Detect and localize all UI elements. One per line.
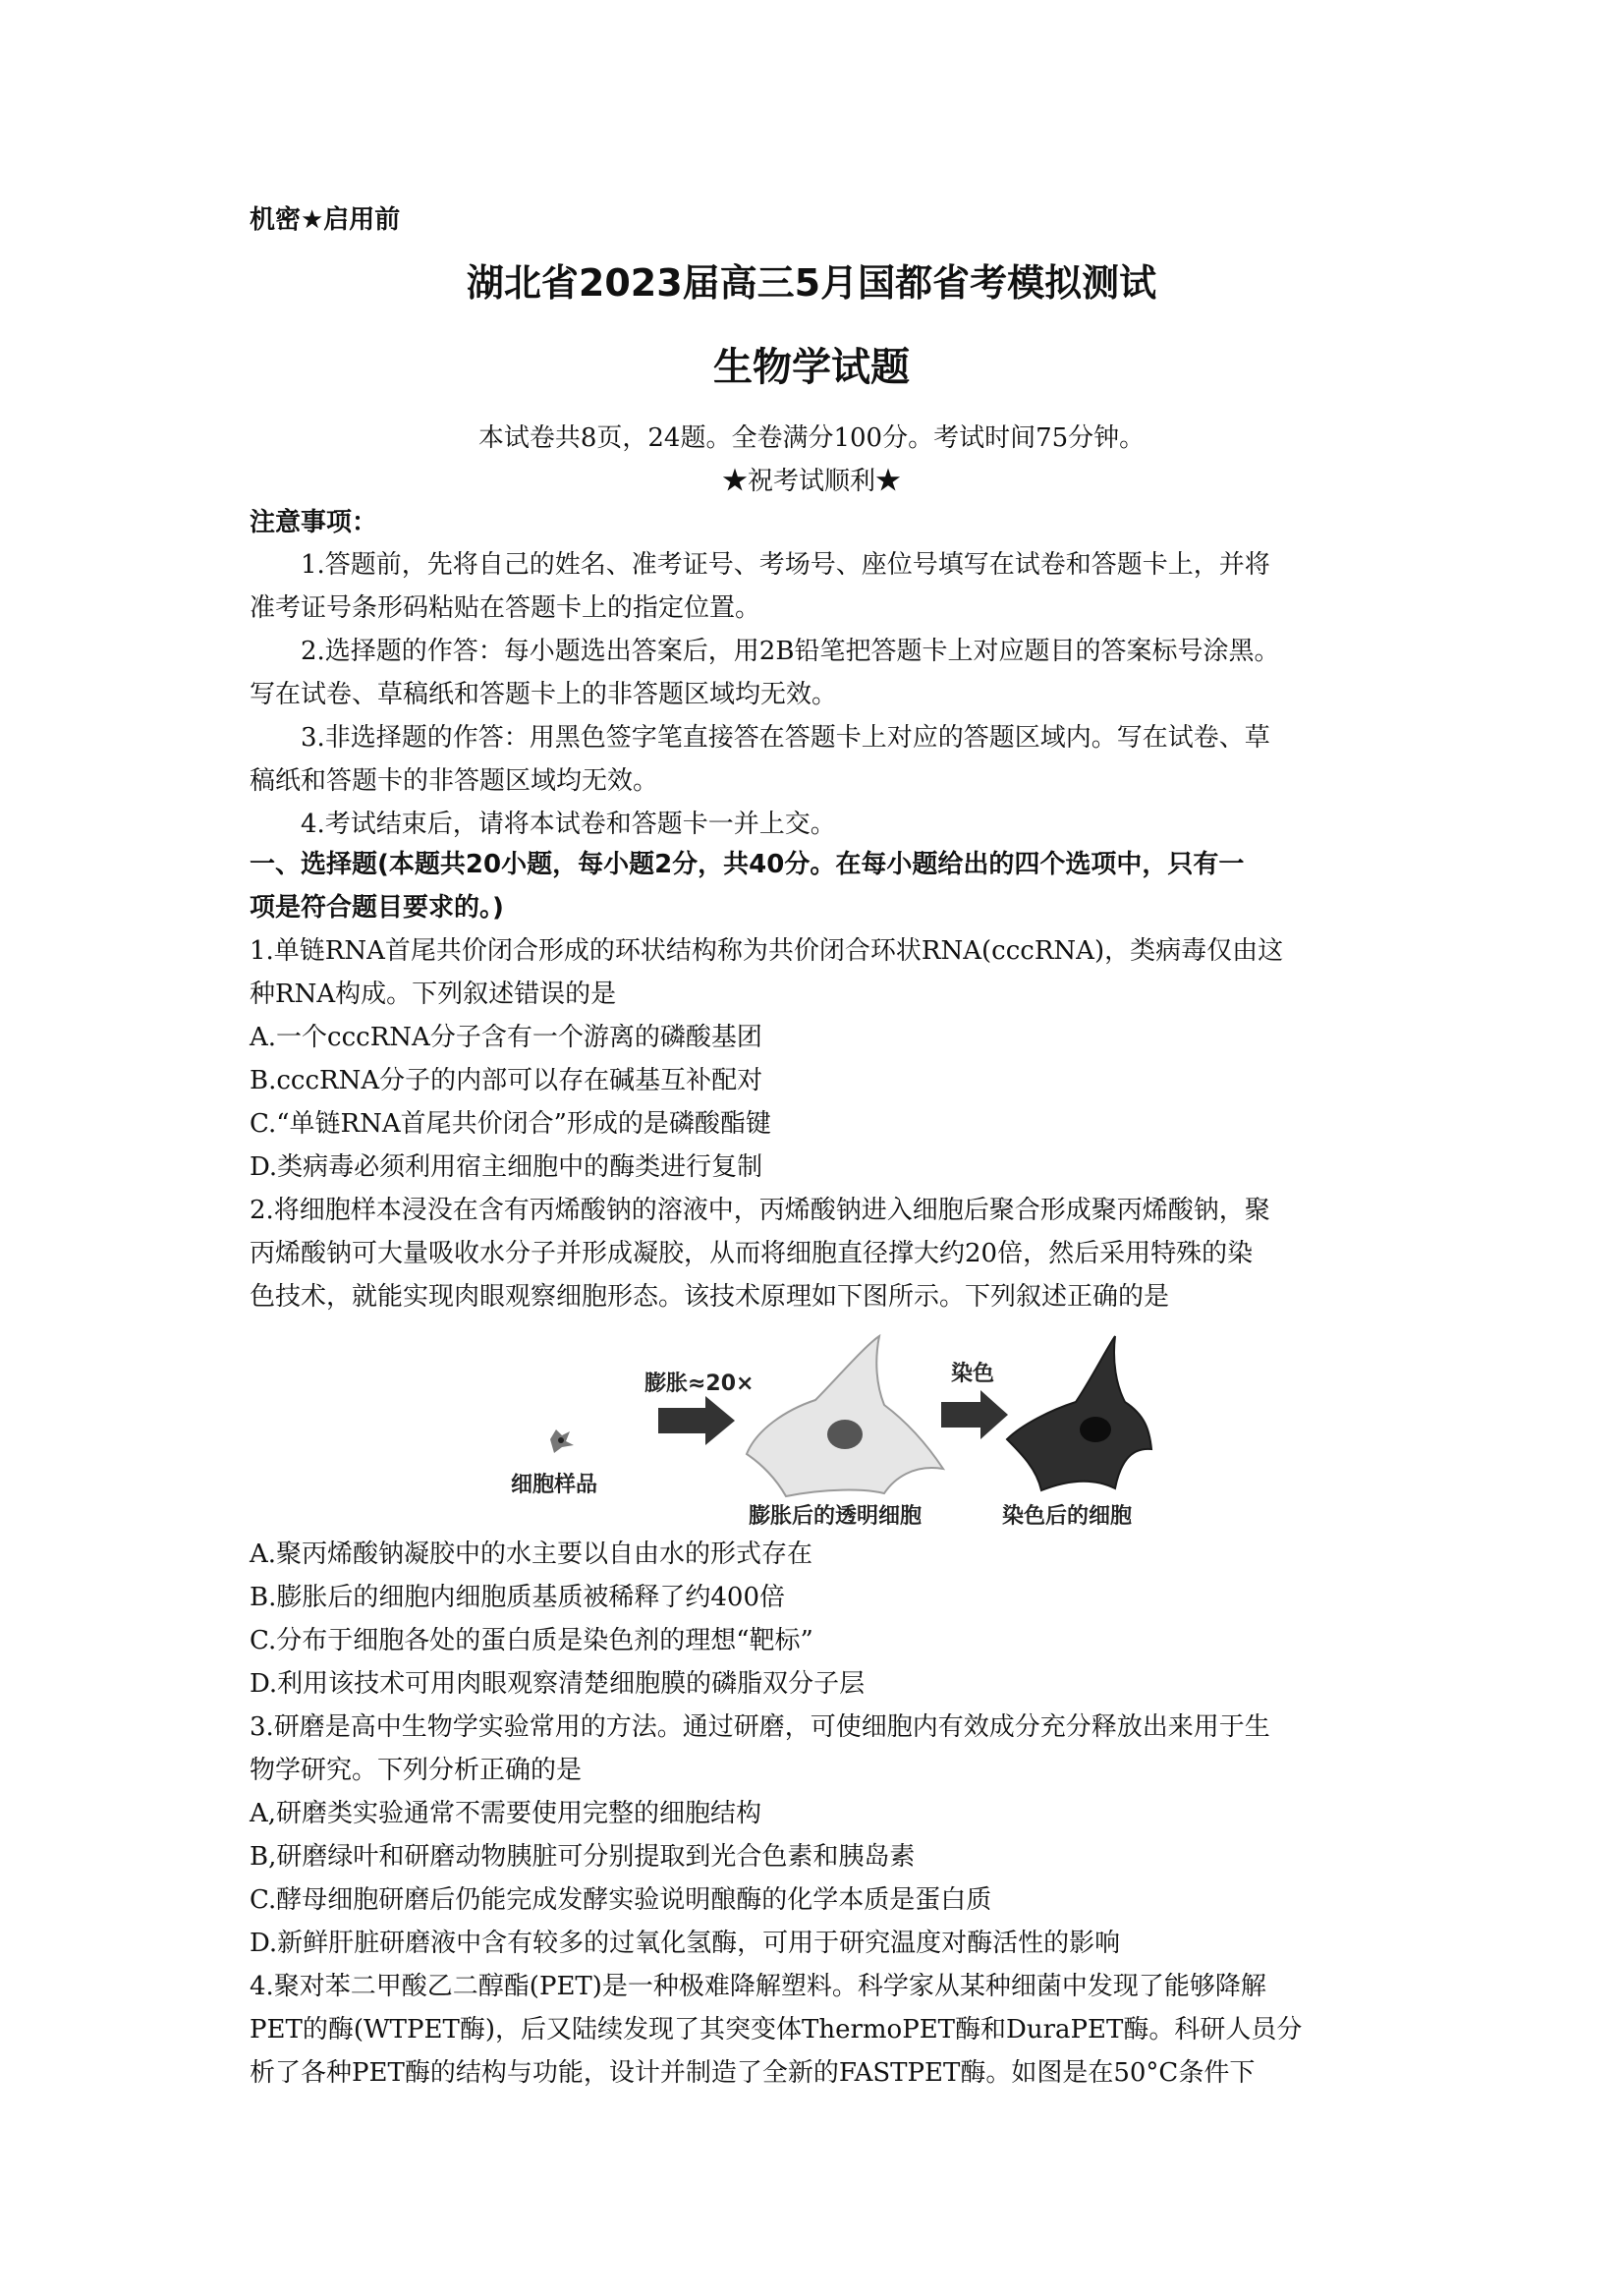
question-stem: 4.聚对苯二甲酸乙二醇酯(PET)是一种极难降解塑料。科学家从某种细菌中发现了能够降解 xyxy=(250,1972,1266,2001)
notice-item: 准考证号条形码粘贴在答题卡上的指定位置。 xyxy=(250,593,761,623)
sample-cell-icon xyxy=(550,1429,574,1453)
expand-label: 膨胀≈20× xyxy=(644,1372,755,1396)
notice-item: 2.选择题的作答：每小题选出答案后，用2B铅笔把答题卡上对应题目的答案标号涂黑。 xyxy=(301,637,1280,666)
stain-label: 染色 xyxy=(951,1362,995,1386)
option-a: A,研磨类实验通常不需要使用完整的细胞结构 xyxy=(250,1799,762,1828)
notice-item: 1.答题前，先将自己的姓名、准考证号、考场号、座位号填写在试卷和答题卡上，并将 xyxy=(301,550,1270,580)
option-d: D.利用该技术可用肉眼观察清楚细胞膜的磷脂双分子层 xyxy=(250,1669,866,1699)
question-stem: PET的酶(WTPET酶)，后又陆续发现了其突变体ThermoPET酶和DuraPET酶。科研人员分 xyxy=(250,2015,1303,2044)
section-heading: 项是符合题目要求的。) xyxy=(250,893,504,923)
notice-item: 3.非选择题的作答：用黑色签字笔直接答在答题卡上对应的答题区域内。写在试卷、草 xyxy=(301,723,1270,753)
exam-title: 湖北省2023届高三5月国都省考模拟测试 xyxy=(466,261,1157,305)
subject-title: 生物学试题 xyxy=(713,345,910,390)
exam-wish: ★祝考试顺利★ xyxy=(721,467,901,496)
question-stem: 色技术，就能实现肉眼观察细胞形态。该技术原理如下图所示。下列叙述正确的是 xyxy=(250,1282,1170,1312)
section-heading: 一、选择题(本题共20小题，每小题2分，共40分。在每小题给出的四个选项中，只有一 xyxy=(250,850,1245,879)
sample-label: 细胞样品 xyxy=(511,1473,598,1497)
exam-intro: 本试卷共8页，24题。全卷满分100分。考试时间75分钟。 xyxy=(477,423,1146,453)
option-d: D.类病毒必须利用宿主细胞中的酶类进行复制 xyxy=(250,1152,763,1182)
question-stem: 析了各种PET酶的结构与功能，设计并制造了全新的FASTPET酶。如图是在50°C条件下 xyxy=(250,2058,1256,2088)
confidential-mark: 机密★启用前 xyxy=(250,205,401,235)
question-stem: 丙烯酸钠可大量吸收水分子并形成凝胶，从而将细胞直径撑大约20倍，然后采用特殊的染 xyxy=(250,1239,1254,1268)
option-a: A.一个cccRNA分子含有一个游离的磷酸基团 xyxy=(250,1023,762,1052)
question-stem: 物学研究。下列分析正确的是 xyxy=(250,1756,583,1785)
question-stem: 1.单链RNA首尾共价闭合形成的环状结构称为共价闭合环状RNA(cccRNA)，类病毒仅由这 xyxy=(250,936,1284,966)
stained-caption: 染色后的细胞 xyxy=(1002,1504,1133,1528)
option-c: C.酵母细胞研磨后仍能完成发酵实验说明酿酶的化学本质是蛋白质 xyxy=(250,1885,992,1915)
option-c: C.分布于细胞各处的蛋白质是染色剂的理想“靶标” xyxy=(250,1626,813,1655)
expanded-cell xyxy=(747,1336,943,1496)
question-stem: 种RNA构成。下列叙述错误的是 xyxy=(250,980,617,1009)
figure-graphic xyxy=(491,1331,1159,1528)
option-b: B.膨胀后的细胞内细胞质基质被稀释了约400倍 xyxy=(250,1583,785,1612)
expanded-caption: 膨胀后的透明细胞 xyxy=(749,1504,923,1528)
option-b: B,研磨绿叶和研磨动物胰脏可分别提取到光合色素和胰岛素 xyxy=(250,1842,916,1872)
option-a: A.聚丙烯酸钠凝胶中的水主要以自由水的形式存在 xyxy=(250,1540,813,1569)
notice-item: 稿纸和答题卡的非答题区域均无效。 xyxy=(250,766,659,796)
cell-expansion-figure xyxy=(491,1331,1159,1528)
option-b: B.cccRNA分子的内部可以存在碱基互补配对 xyxy=(250,1066,763,1095)
notice-heading: 注意事项： xyxy=(250,508,378,537)
stained-cell xyxy=(1007,1336,1151,1490)
notice-item: 写在试卷、草稿纸和答题卡上的非答题区域均无效。 xyxy=(250,680,838,709)
option-c: C.“单链RNA首尾共价闭合”形成的是磷酸酯键 xyxy=(250,1109,771,1139)
question-stem: 2.将细胞样本浸没在含有丙烯酸钠的溶液中，丙烯酸钠进入细胞后聚合形成聚丙烯酸钠，聚 xyxy=(250,1196,1270,1225)
stain-arrow-icon xyxy=(941,1390,1008,1439)
expand-arrow-icon xyxy=(658,1396,735,1445)
question-stem: 3.研磨是高中生物学实验常用的方法。通过研磨，可使细胞内有效成分充分释放出来用于生 xyxy=(250,1712,1270,1742)
notice-item: 4.考试结束后，请将本试卷和答题卡一并上交。 xyxy=(301,810,836,839)
option-d: D.新鲜肝脏研磨液中含有较多的过氧化氢酶，可用于研究温度对酶活性的影响 xyxy=(250,1929,1121,1958)
